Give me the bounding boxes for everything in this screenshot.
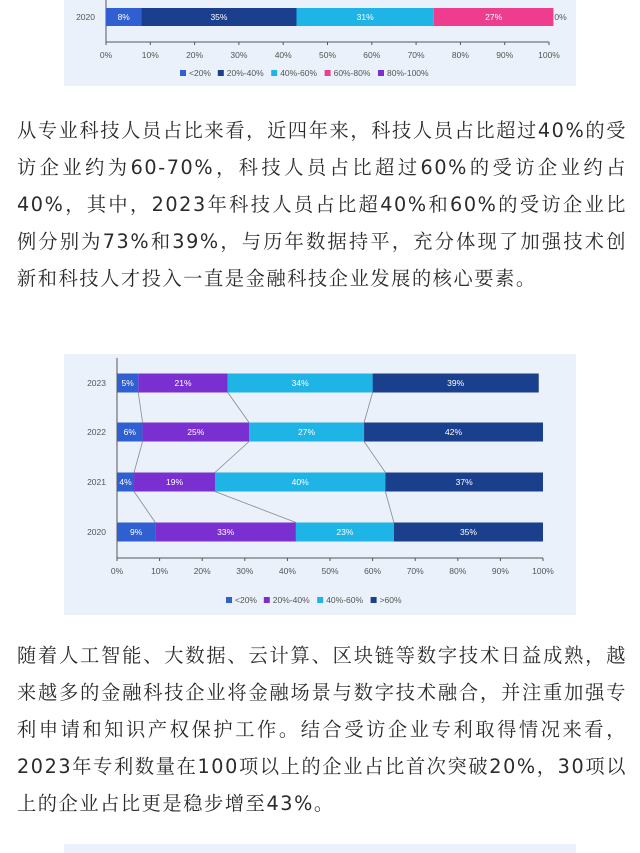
x-tick-label: 40% [278, 566, 296, 576]
chart-panel-mid [64, 354, 576, 615]
series-connector-line [138, 393, 142, 423]
x-tick-label: 0% [99, 50, 113, 60]
x-tick-label: 50% [321, 566, 339, 576]
data-label: 42% [445, 427, 463, 437]
data-label: 4% [119, 477, 132, 487]
legend-label: <20% [189, 68, 211, 78]
x-tick-label: 60% [364, 566, 382, 576]
chart-panel-bottom [64, 844, 576, 853]
x-tick-label: 40% [274, 50, 292, 60]
data-label: 35% [459, 527, 477, 537]
article-paragraph-1: 从专业科技人员占比来看，近四年来，科技人员占比超过40%的受访企业约为60-70%，科技人员占比超过60%的受访企业约占40%，其中，2023年科技人员占比超40%和60%的受访企业比例分别为73%和39%，与历年数据持平，充分体现了加强技术创新和科技人才投入一直是金融科技企业发展的核心要素。 [17, 119, 627, 290]
legend-label: 40%-60% [326, 595, 364, 605]
data-label: 33% [217, 527, 235, 537]
chart-panel-top [64, 0, 576, 86]
legend-swatch [226, 597, 232, 603]
series-connector-line [134, 442, 143, 473]
series-connector-line [364, 393, 373, 423]
data-label: 27% [485, 12, 503, 22]
legend-swatch [218, 70, 224, 76]
x-tick-label: 0% [110, 566, 124, 576]
legend-label: >60% [379, 595, 402, 605]
data-label: 9% [130, 527, 143, 537]
legend-swatch [271, 70, 277, 76]
x-tick-label: 100% [532, 566, 554, 576]
category-label: 2020 [87, 527, 106, 537]
x-tick-label: 10% [151, 566, 169, 576]
legend-label: <20% [235, 595, 257, 605]
legend-swatch [325, 70, 331, 76]
category-label: 2021 [87, 477, 106, 487]
x-tick-label: 70% [406, 566, 424, 576]
x-tick-label: 80% [449, 566, 467, 576]
legend-label: 20%-40% [226, 68, 264, 78]
article-paragraph-2: 随着人工智能、大数据、云计算、区块链等数字技术日益成熟，越来越多的金融科技企业将金融场景与数字技术融合，并注重加强专利申请和知识产权保护工作。结合受访企业专利取得情况来看，2023年专利数量在100项以上的企业占比首次突破20%，30项以上的企业占比更是稳步增至43%。 [17, 644, 627, 815]
legend-swatch [180, 70, 186, 76]
legend-swatch [317, 597, 323, 603]
x-tick-label: 80% [451, 50, 469, 60]
data-label: 19% [166, 477, 184, 487]
x-tick-label: 10% [141, 50, 159, 60]
legend-swatch [264, 597, 270, 603]
x-tick-label: 20% [193, 566, 211, 576]
data-label: 34% [291, 378, 309, 388]
x-tick-label: 20% [186, 50, 204, 60]
legend-label: 80%-100% [387, 68, 429, 78]
x-tick-label: 70% [407, 50, 425, 60]
series-connector-line [364, 442, 385, 473]
category-label: 2022 [87, 427, 106, 437]
series-connector-line [134, 492, 155, 523]
legend-label: 60%-80% [333, 68, 371, 78]
data-label: 8% [117, 12, 130, 22]
x-tick-label: 30% [230, 50, 248, 60]
data-label: 25% [187, 427, 205, 437]
data-label: 31% [356, 12, 374, 22]
category-label: 2023 [87, 378, 106, 388]
series-connector-line [228, 393, 249, 423]
chart-mid-svg [64, 354, 576, 615]
x-tick-label: 30% [236, 566, 254, 576]
series-connector-line [215, 442, 249, 473]
x-tick-label: 90% [491, 566, 509, 576]
x-tick-label: 90% [496, 50, 514, 60]
legend-label: 20%-40% [272, 595, 310, 605]
data-label: 40% [291, 477, 309, 487]
legend-label: 40%-60% [280, 68, 318, 78]
category-label: 2020 [76, 12, 95, 22]
data-label: 21% [174, 378, 192, 388]
data-label: 37% [455, 477, 473, 487]
legend-swatch [378, 70, 384, 76]
series-connector-line [385, 492, 394, 523]
x-tick-label: 50% [318, 50, 337, 60]
series-connector-line [215, 492, 296, 523]
chart-top-svg [64, 0, 576, 86]
data-label: 0% [554, 12, 567, 22]
data-label: 6% [123, 427, 136, 437]
data-label: 27% [298, 427, 316, 437]
data-label: 5% [121, 378, 134, 388]
data-label: 23% [336, 527, 354, 537]
x-tick-label: 60% [363, 50, 381, 60]
data-label: 39% [447, 378, 465, 388]
x-tick-label: 100% [538, 50, 560, 60]
data-label: 35% [210, 12, 228, 22]
legend-swatch [371, 597, 377, 603]
